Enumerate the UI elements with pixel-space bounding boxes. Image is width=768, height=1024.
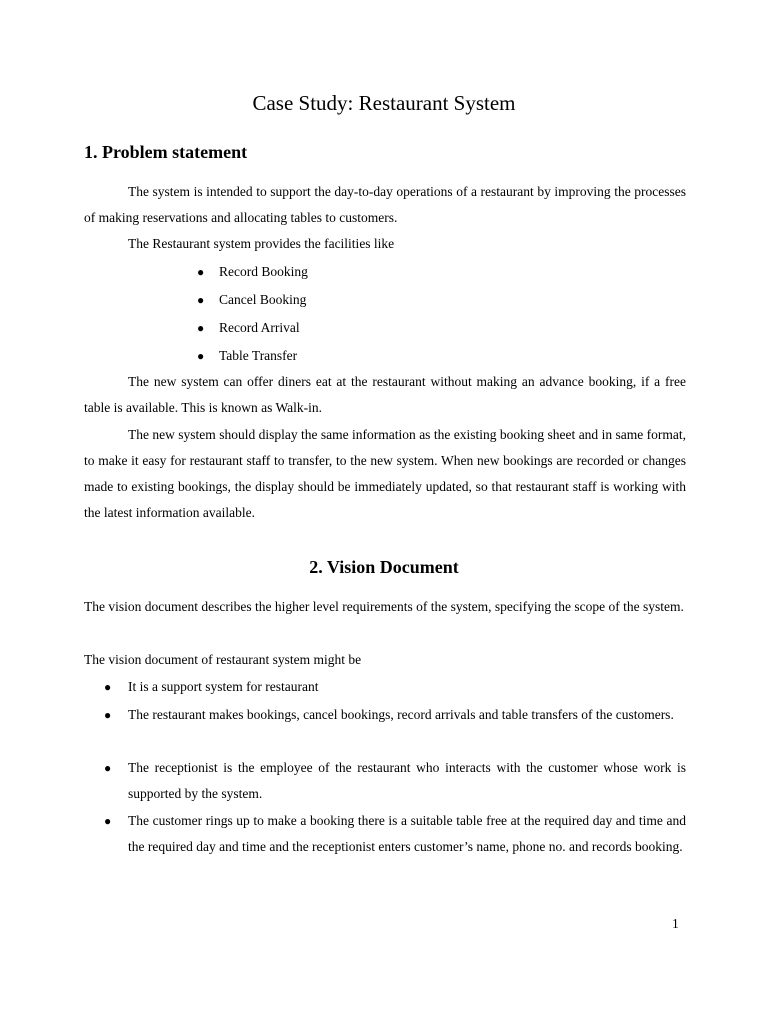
page-number: 1 (672, 916, 679, 931)
section-heading-vision-document: 2. Vision Document (309, 557, 459, 577)
document-title: Case Study: Restaurant System (252, 91, 516, 115)
list-item: ● Record Arrival (0, 315, 768, 343)
document-page: Case Study: Restaurant System 1. Problem statement The system is intended to support the day-to-day operations of a restaurant by improving the processes of making reservations and allocating tables to customers. The Restaurant system provides the facilities like ● Record Booking ● Cancel Booking ● Record Arrival ● Table Transfer The new system can offer diners eat at the restaurant without making an advance booking, if a free table is available. This is known as Walk-in. The new system should display the same information as the existing booking sheet and in same format, to make it easy for restaurant staff to transfer, to the new system. When new bookings are recorded or changes made to existing bookings, the display should be immediately updated, so that restaurant staff is working with the latest information available. 2. Vision Document The vision document describes the higher level requirements of the system, specifying the scope of the system. The vision document of restaurant system might be ● It is a support system for restaurant ● The restaurant makes bookings, cancel bookings, record arrivals and table transfers of the customers. ● The receptionist is the employee of the restaurant who interacts with the customer whose work is supported by the system. ● The customer rings up to make a booking there is a suitable table free at the required day and time and the required day and time and the receptionist enters customer’s name, phone no. and records booking. 1 (0, 0, 768, 1024)
problem-paragraph-3: The new system can offer diners eat at the restaurant without making an advance booking, if a free table is available. This is known as Walk-in. (84, 374, 686, 415)
vision-paragraph-2: The vision document of restaurant system might be (84, 652, 362, 667)
bullet-icon: ● (197, 321, 205, 335)
bullet-icon: ● (197, 349, 205, 363)
bullet-icon: ● (104, 814, 112, 828)
list-item: ● Cancel Booking (0, 287, 768, 315)
facilities-list (0, 259, 768, 371)
vision-paragraph-1: The vision document describes the higher level requirements of the system, specifying the scope of the system. (84, 599, 684, 614)
section-heading-problem-statement: 1. Problem statement (84, 142, 248, 162)
bullet-icon: ● (104, 761, 112, 775)
bullet-icon: ● (197, 265, 205, 279)
bullet-icon: ● (197, 293, 205, 307)
bullet-icon: ● (104, 708, 112, 722)
problem-paragraph-2: The Restaurant system provides the facilities like (128, 236, 395, 251)
problem-paragraph-4: The new system should display the same information as the existing booking sheet and in same format, to make it easy for restaurant staff to transfer, to the new system. When new bookings are recorded or changes made to existing bookings, the display should be immediately updated, so that restaurant staff is working with the latest information available. (84, 427, 686, 520)
bullet-icon: ● (104, 680, 112, 694)
list-item: ● Record Booking (0, 259, 768, 287)
problem-paragraph-1: The system is intended to support the day-to-day operations of a restaurant by improving the processes of making reservations and allocating tables to customers. (84, 184, 686, 225)
list-item: ● Table Transfer (0, 343, 768, 371)
